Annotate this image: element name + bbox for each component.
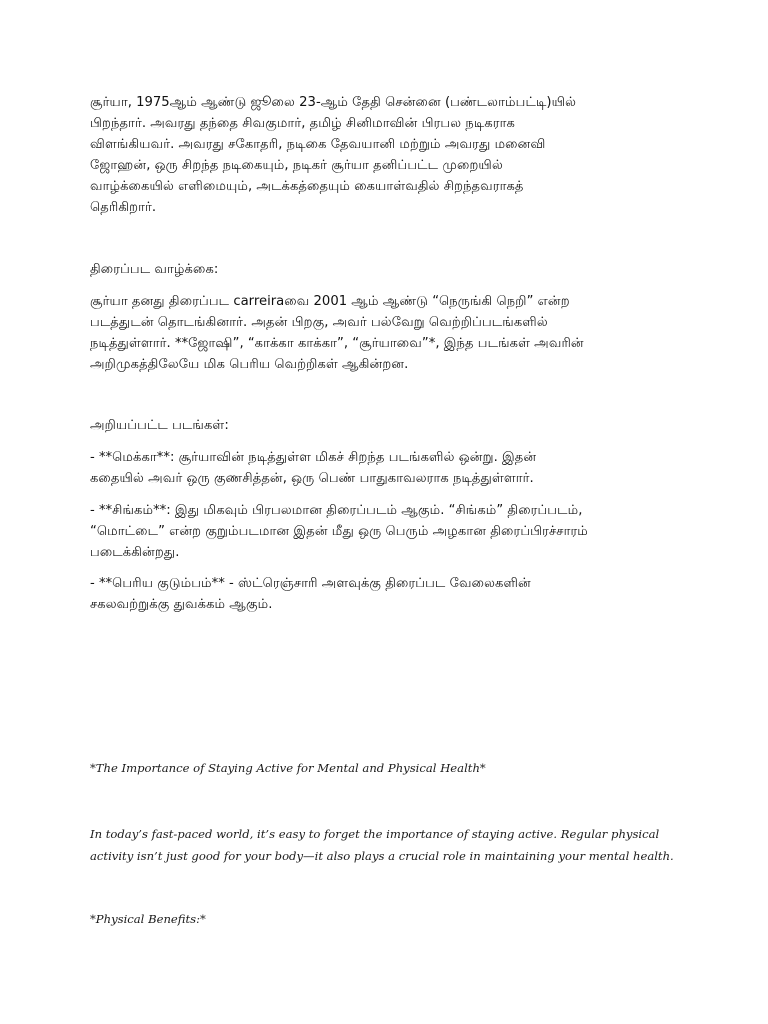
- text-line: நடித்துள்ளார். **ஜோஷி”, “காக்கா காக்கா”, “சூர்யாவை”*, இந்த படங்கள் அவரின்: [90, 336, 584, 351]
- english-title: [90, 757, 730, 779]
- english-heading: [90, 908, 730, 930]
- text-line: சகலவற்றுக்கு துவக்கம் ஆகும்.: [90, 597, 273, 612]
- career-heading: [90, 259, 700, 280]
- career-heading-text: திரைப்பட வாழ்க்கை:: [90, 262, 219, 277]
- english-paragraph: [90, 823, 730, 867]
- career-paragraph: [90, 291, 700, 375]
- text-line: விளங்கியவர். அவரது சகோதரி, நடிகை தேவயானி மற்றும் அவரது மனைவி: [90, 137, 546, 152]
- films-heading-text: அறியப்பட்ட படங்கள்:: [90, 418, 229, 433]
- text-line: In today’s fast-paced world, it’s easy to forget the importance of staying active. Regular physical: [90, 827, 660, 841]
- english-heading-text: *Physical Benefits:*: [90, 912, 206, 926]
- text-line: அறிமுகத்திலேயே மிக பெரிய வெற்றிகள் ஆகின்றன.: [90, 357, 409, 372]
- biography-paragraph: [90, 92, 700, 218]
- english-title-text: *The Importance of Staying Active for Mental and Physical Health*: [90, 761, 486, 775]
- text-line: வாழ்க்கையில் எளிமையும், அடக்கத்தையும் கையாள்வதில் சிறந்தவராகத்: [90, 179, 524, 194]
- film-item-mekka: [90, 447, 700, 489]
- text-line: ஜோஹன், ஒரு சிறந்த நடிகையும், நடிகர் சூர்யா தனிப்பட்ட முறையில்: [90, 158, 503, 173]
- text-line: - **பெரிய குடும்பம்** - ஸ்ட்ரெஞ்சாரி அளவுக்கு திரைப்பட வேலைகளின்: [90, 576, 531, 591]
- text-line: “மொட்டை” என்ற குறும்படமான இதன் மீது ஒரு பெரும் அழகான திரைப்பிரச்சாரம்: [90, 524, 588, 539]
- films-heading: [90, 415, 700, 436]
- film-item-periya-kudumbam: [90, 573, 700, 615]
- text-line: தெரிகிறார்.: [90, 200, 157, 215]
- film-item-singam: [90, 500, 700, 563]
- text-line: activity isn’t just good for your body—it also plays a crucial role in maintaining your mental health.: [90, 849, 674, 863]
- text-line: கதையில் அவர் ஒரு குணசித்தன், ஒரு பெண் பாதுகாவலராக நடித்துள்ளார்.: [90, 471, 534, 486]
- text-line: - **மெக்கா**: சூர்யாவின் நடித்துள்ள மிகச் சிறந்த படங்களில் ஒன்று. இதன்: [90, 450, 537, 465]
- text-line: சூர்யா தனது திரைப்பட carreiraவை 2001 ஆம் ஆண்டு “நெருங்கி நெறி” என்ற: [90, 294, 570, 309]
- text-line: படத்துடன் தொடங்கினார். அதன் பிறகு, அவர் பல்வேறு வெற்றிப்படங்களில்: [90, 315, 548, 330]
- text-line: சூர்யா, 1975ஆம் ஆண்டு ஜூலை 23-ஆம் தேதி சென்னை (பண்டலாம்பட்டி)யில்: [90, 95, 577, 110]
- text-line: - **சிங்கம்**: இது மிகவும் பிரபலமான திரைப்படம் ஆகும். “சிங்கம்” திரைப்படம்,: [90, 503, 583, 518]
- text-line: படைக்கின்றது.: [90, 545, 180, 560]
- text-line: பிறந்தார். அவரது தந்தை சிவகுமார், தமிழ் சினிமாவின் பிரபல நடிகராக: [90, 116, 515, 131]
